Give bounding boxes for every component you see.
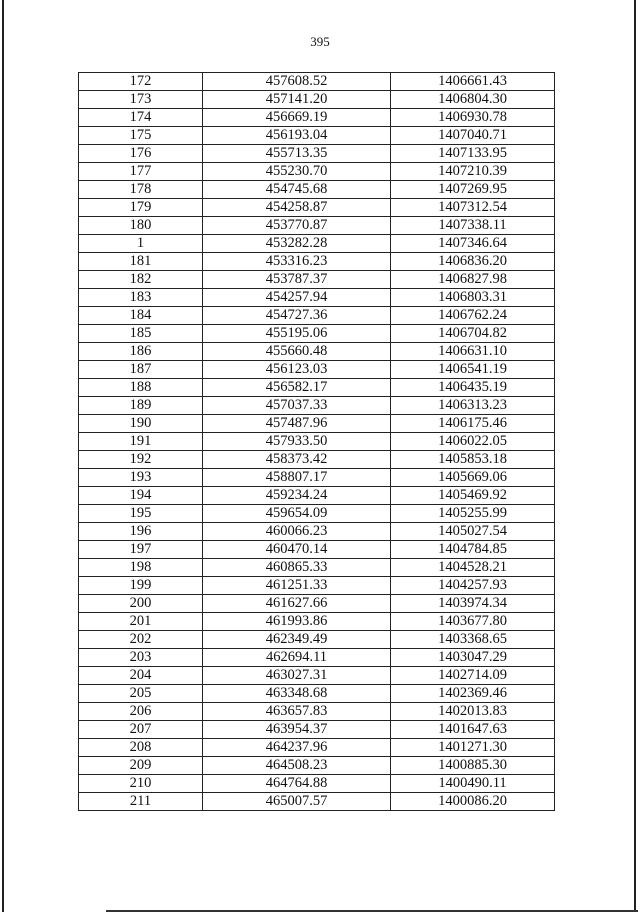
x-coordinate-cell: 457933.50 (203, 433, 391, 451)
y-coordinate-cell: 1401271.30 (391, 739, 555, 757)
y-coordinate-cell: 1405027.54 (391, 523, 555, 541)
table-row (79, 667, 555, 685)
x-coordinate-cell: 453770.87 (203, 217, 391, 235)
point-number-cell: 182 (79, 271, 203, 289)
x-coordinate-cell: 464764.88 (203, 775, 391, 793)
y-coordinate-cell: 1404257.93 (391, 577, 555, 595)
point-number-cell: 185 (79, 325, 203, 343)
point-number-cell: 183 (79, 289, 203, 307)
table-row (79, 595, 555, 613)
point-number-cell: 189 (79, 397, 203, 415)
x-coordinate-cell: 455660.48 (203, 343, 391, 361)
y-coordinate-cell: 1406313.23 (391, 397, 555, 415)
x-coordinate-cell: 463954.37 (203, 721, 391, 739)
point-number-cell: 196 (79, 523, 203, 541)
x-coordinate-cell: 463027.31 (203, 667, 391, 685)
point-number-cell: 177 (79, 163, 203, 181)
table-row (79, 343, 555, 361)
x-coordinate-cell: 462694.11 (203, 649, 391, 667)
y-coordinate-cell: 1406631.10 (391, 343, 555, 361)
point-number-cell: 178 (79, 181, 203, 199)
x-coordinate-cell: 464237.96 (203, 739, 391, 757)
y-coordinate-cell: 1403677.80 (391, 613, 555, 631)
table-row (79, 379, 555, 397)
y-coordinate-cell: 1407346.64 (391, 235, 555, 253)
table-row (79, 217, 555, 235)
point-number-cell: 193 (79, 469, 203, 487)
y-coordinate-cell: 1400885.30 (391, 757, 555, 775)
point-number-cell: 188 (79, 379, 203, 397)
point-number-cell: 176 (79, 145, 203, 163)
y-coordinate-cell: 1402714.09 (391, 667, 555, 685)
x-coordinate-cell: 460470.14 (203, 541, 391, 559)
x-coordinate-cell: 461251.33 (203, 577, 391, 595)
y-coordinate-cell: 1402013.83 (391, 703, 555, 721)
y-coordinate-cell: 1407269.95 (391, 181, 555, 199)
x-coordinate-cell: 453316.23 (203, 253, 391, 271)
y-coordinate-cell: 1405255.99 (391, 505, 555, 523)
table-row (79, 109, 555, 127)
y-coordinate-cell: 1406704.82 (391, 325, 555, 343)
table-row (79, 325, 555, 343)
table-row (79, 793, 555, 811)
table-row (79, 145, 555, 163)
table-row (79, 649, 555, 667)
point-number-cell: 197 (79, 541, 203, 559)
table-row (79, 559, 555, 577)
y-coordinate-cell: 1406022.05 (391, 433, 555, 451)
x-coordinate-cell: 465007.57 (203, 793, 391, 811)
bottom-rule (106, 910, 638, 912)
point-number-cell: 198 (79, 559, 203, 577)
y-coordinate-cell: 1406836.20 (391, 253, 555, 271)
x-coordinate-cell: 455195.06 (203, 325, 391, 343)
table-row (79, 271, 555, 289)
table-row (79, 703, 555, 721)
y-coordinate-cell: 1405669.06 (391, 469, 555, 487)
y-coordinate-cell: 1407312.54 (391, 199, 555, 217)
point-number-cell: 187 (79, 361, 203, 379)
table-row (79, 235, 555, 253)
x-coordinate-cell: 457487.96 (203, 415, 391, 433)
x-coordinate-cell: 463657.83 (203, 703, 391, 721)
coordinate-table-body (79, 73, 555, 811)
point-number-cell: 180 (79, 217, 203, 235)
point-number-cell: 204 (79, 667, 203, 685)
table-row (79, 289, 555, 307)
point-number-cell: 179 (79, 199, 203, 217)
x-coordinate-cell: 456669.19 (203, 109, 391, 127)
point-number-cell: 209 (79, 757, 203, 775)
table-row (79, 361, 555, 379)
x-coordinate-cell: 455713.35 (203, 145, 391, 163)
x-coordinate-cell: 460066.23 (203, 523, 391, 541)
y-coordinate-cell: 1403974.34 (391, 595, 555, 613)
y-coordinate-cell: 1403047.29 (391, 649, 555, 667)
point-number-cell: 186 (79, 343, 203, 361)
table-row (79, 757, 555, 775)
x-coordinate-cell: 457608.52 (203, 73, 391, 91)
table-row (79, 163, 555, 181)
table-row (79, 73, 555, 91)
table-row (79, 505, 555, 523)
table-row (79, 523, 555, 541)
x-coordinate-cell: 457037.33 (203, 397, 391, 415)
x-coordinate-cell: 462349.49 (203, 631, 391, 649)
point-number-cell: 205 (79, 685, 203, 703)
y-coordinate-cell: 1406762.24 (391, 307, 555, 325)
y-coordinate-cell: 1405853.18 (391, 451, 555, 469)
y-coordinate-cell: 1402369.46 (391, 685, 555, 703)
x-coordinate-cell: 456123.03 (203, 361, 391, 379)
point-number-cell: 200 (79, 595, 203, 613)
y-coordinate-cell: 1406435.19 (391, 379, 555, 397)
x-coordinate-cell: 455230.70 (203, 163, 391, 181)
table-row (79, 739, 555, 757)
table-row (79, 199, 555, 217)
table-row (79, 433, 555, 451)
x-coordinate-cell: 464508.23 (203, 757, 391, 775)
point-number-cell: 202 (79, 631, 203, 649)
x-coordinate-cell: 453282.28 (203, 235, 391, 253)
y-coordinate-cell: 1407210.39 (391, 163, 555, 181)
page-number: 395 (310, 34, 330, 49)
point-number-cell: 174 (79, 109, 203, 127)
y-coordinate-cell: 1407040.71 (391, 127, 555, 145)
y-coordinate-cell: 1407338.11 (391, 217, 555, 235)
x-coordinate-cell: 453787.37 (203, 271, 391, 289)
x-coordinate-cell: 454727.36 (203, 307, 391, 325)
table-row (79, 631, 555, 649)
y-coordinate-cell: 1407133.95 (391, 145, 555, 163)
x-coordinate-cell: 456193.04 (203, 127, 391, 145)
x-coordinate-cell: 456582.17 (203, 379, 391, 397)
point-number-cell: 195 (79, 505, 203, 523)
y-coordinate-cell: 1404528.21 (391, 559, 555, 577)
table-row (79, 721, 555, 739)
table-row (79, 451, 555, 469)
point-number-cell: 173 (79, 91, 203, 109)
point-number-cell: 1 (79, 235, 203, 253)
point-number-cell: 201 (79, 613, 203, 631)
table-row (79, 307, 555, 325)
x-coordinate-cell: 459234.24 (203, 487, 391, 505)
x-coordinate-cell: 461627.66 (203, 595, 391, 613)
x-coordinate-cell: 454745.68 (203, 181, 391, 199)
x-coordinate-cell: 454258.87 (203, 199, 391, 217)
x-coordinate-cell: 458807.17 (203, 469, 391, 487)
table-row (79, 469, 555, 487)
table-row (79, 685, 555, 703)
x-coordinate-cell: 461993.86 (203, 613, 391, 631)
point-number-cell: 211 (79, 793, 203, 811)
y-coordinate-cell: 1406804.30 (391, 91, 555, 109)
table-row (79, 181, 555, 199)
table-row (79, 127, 555, 145)
point-number-cell: 181 (79, 253, 203, 271)
table-row (79, 487, 555, 505)
table-row (79, 613, 555, 631)
y-coordinate-cell: 1406930.78 (391, 109, 555, 127)
y-coordinate-cell: 1405469.92 (391, 487, 555, 505)
point-number-cell: 208 (79, 739, 203, 757)
coordinate-table (78, 72, 555, 811)
x-coordinate-cell: 454257.94 (203, 289, 391, 307)
point-number-cell: 206 (79, 703, 203, 721)
point-number-cell: 184 (79, 307, 203, 325)
point-number-cell: 192 (79, 451, 203, 469)
point-number-cell: 172 (79, 73, 203, 91)
x-coordinate-cell: 458373.42 (203, 451, 391, 469)
x-coordinate-cell: 463348.68 (203, 685, 391, 703)
x-coordinate-cell: 459654.09 (203, 505, 391, 523)
table-row (79, 577, 555, 595)
point-number-cell: 203 (79, 649, 203, 667)
table-row (79, 397, 555, 415)
table-row (79, 253, 555, 271)
point-number-cell: 199 (79, 577, 203, 595)
coordinate-table-container (78, 72, 554, 811)
point-number-cell: 207 (79, 721, 203, 739)
x-coordinate-cell: 457141.20 (203, 91, 391, 109)
point-number-cell: 194 (79, 487, 203, 505)
table-row (79, 775, 555, 793)
point-number-cell: 190 (79, 415, 203, 433)
y-coordinate-cell: 1400086.20 (391, 793, 555, 811)
y-coordinate-cell: 1406803.31 (391, 289, 555, 307)
y-coordinate-cell: 1406175.46 (391, 415, 555, 433)
y-coordinate-cell: 1400490.11 (391, 775, 555, 793)
point-number-cell: 191 (79, 433, 203, 451)
x-coordinate-cell: 460865.33 (203, 559, 391, 577)
table-row (79, 541, 555, 559)
y-coordinate-cell: 1406661.43 (391, 73, 555, 91)
y-coordinate-cell: 1404784.85 (391, 541, 555, 559)
y-coordinate-cell: 1406541.19 (391, 361, 555, 379)
y-coordinate-cell: 1403368.65 (391, 631, 555, 649)
table-row (79, 415, 555, 433)
table-row (79, 91, 555, 109)
y-coordinate-cell: 1406827.98 (391, 271, 555, 289)
point-number-cell: 210 (79, 775, 203, 793)
y-coordinate-cell: 1401647.63 (391, 721, 555, 739)
point-number-cell: 175 (79, 127, 203, 145)
